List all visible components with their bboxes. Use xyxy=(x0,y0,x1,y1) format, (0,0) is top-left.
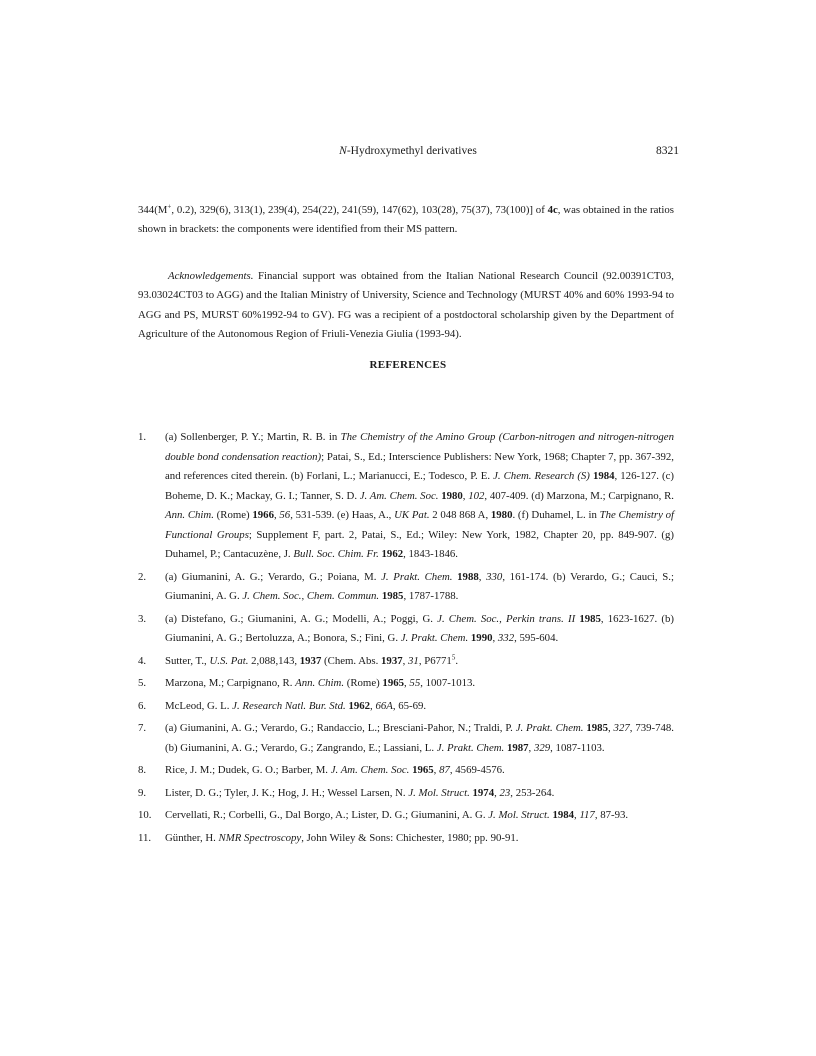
reference-number: 10. xyxy=(138,809,152,821)
italic-run: J. Mol. Struct. xyxy=(408,786,470,799)
italic-run: J. Chem. Soc., Perkin trans. II xyxy=(437,612,576,625)
text-run: 2,088,143, xyxy=(248,654,300,667)
bold-run: 1985 xyxy=(579,612,601,625)
reference-item xyxy=(138,674,674,694)
italic-run: 332 xyxy=(497,632,515,644)
text-run: , xyxy=(607,722,614,734)
text-run: , 1087-1103. xyxy=(550,741,605,754)
italic-run: Ann. Chim. xyxy=(165,509,214,521)
italic-run: Ann. Chim. xyxy=(295,677,345,689)
italic-run: J. Prakt. Chem. xyxy=(436,741,505,754)
italic-run: Bull. Soc. Chim. Fr. xyxy=(293,548,379,560)
italic-run: The Chemistry of the Amino Group (Carbon-nitrogen and nitrogen-nitrogen double bond condensation reaction) xyxy=(165,431,674,463)
running-title-italic: N xyxy=(339,145,347,157)
bold-run: 1985 xyxy=(381,590,404,602)
text-run: , 161-174. (b) Verardo, G.; Cauci, S.; Giumanini, A. G. xyxy=(165,570,674,602)
reference-item xyxy=(138,568,674,607)
italic-run: J. Am. Chem. Soc. xyxy=(330,764,410,776)
paragraph-ms-results xyxy=(138,201,674,240)
bold-run: 1987 xyxy=(506,741,529,754)
italic-run: 327 xyxy=(613,722,630,734)
text-run: , 0.2), 329(6), 313(1), 239(4), 254(22), 241(59), 147(62), 103(28), 75(37), 73(100)] of xyxy=(171,203,548,216)
bold-run: 1990 xyxy=(470,632,493,644)
italic-run: J. Prakt. Chem. xyxy=(400,632,469,644)
italic-run: 31 xyxy=(408,654,419,667)
bold-run: 1984 xyxy=(552,809,575,821)
bold-run: 1937 xyxy=(299,654,322,667)
text-run: , xyxy=(404,677,410,689)
text-run: , 739-748. (b) Giumanini, A. G.; Verardo, G.; Zangrando, E.; Lassiani, L. xyxy=(165,722,674,754)
italic-run: 87 xyxy=(439,764,450,776)
text-run: , was obtained in the ratios shown in brackets: the components were identified from their MS pattern. xyxy=(138,203,674,236)
text-run: , xyxy=(402,654,409,667)
text-run: (a) Giumanini, A. G.; Verardo, G.; Poiana, M. xyxy=(165,570,382,583)
text-run: Sutter, T., xyxy=(165,654,210,667)
reference-item xyxy=(138,719,674,758)
text-run: , xyxy=(433,764,440,776)
text-run: , 1787-1788. xyxy=(403,590,459,602)
italic-run: UK Pat. xyxy=(394,509,430,521)
superscript: 5 xyxy=(451,652,456,661)
bold-run: 1962 xyxy=(348,699,371,712)
italic-run: 330 xyxy=(486,570,503,583)
running-title xyxy=(0,145,816,157)
running-title-rest: -Hydroxymethyl derivatives xyxy=(346,145,477,157)
reference-number: 4. xyxy=(138,654,147,667)
reference-number: 6. xyxy=(138,699,147,712)
page-number: 8321 xyxy=(656,145,679,157)
text-run: , xyxy=(494,786,500,799)
italic-run: 56 xyxy=(279,509,291,521)
reference-number: 1. xyxy=(138,431,147,443)
text-run: , 531-539. (e) Haas, A., xyxy=(290,509,395,521)
text-run: 344(M xyxy=(138,203,168,216)
italic-run: U.S. Pat. xyxy=(209,654,249,667)
bold-run: 1962 xyxy=(381,548,404,560)
paragraph-acknowledgements xyxy=(138,267,674,345)
reference-item xyxy=(138,652,674,672)
text-run: (Rome) xyxy=(344,677,383,689)
running-head xyxy=(0,145,816,161)
reference-item xyxy=(138,610,674,649)
text-run: (a) Giumanini, A. G.; Verardo, G.; Randaccio, L.; Bresciani-Pahor, N.; Traldi, P. xyxy=(165,722,516,734)
italic-run: 66A xyxy=(375,699,393,712)
bold-run: 1965 xyxy=(412,764,434,776)
text-run: Marzona, M.; Carpignano, R. xyxy=(165,677,296,689)
text-run: ; Patai, S., Ed.; Interscience Publishers: New York, 1968; Chapter 7, pp. 367-392, and references cited therein. (b) Forlani, L.; Marianucci, E.; Todesco, P. E. xyxy=(165,450,674,482)
references-heading: REFERENCES xyxy=(369,359,447,371)
text-run: , 253-264. xyxy=(510,786,555,799)
text-run: , xyxy=(528,741,534,754)
text-run: McLeod, G. L. xyxy=(165,699,233,712)
bold-run: 4c xyxy=(547,203,558,216)
text-run: 2 048 868 A, xyxy=(429,509,491,521)
text-run: , 407-409. (d) Marzona, M.; Carpignano, R. xyxy=(484,489,675,502)
text-run: . (f) Duhamel, L. in xyxy=(512,509,600,521)
reference-number: 11. xyxy=(138,831,152,844)
text-run: . xyxy=(455,654,459,667)
bold-run: 1988 xyxy=(457,570,479,583)
text-run: , xyxy=(370,699,376,712)
reference-number: 5. xyxy=(138,677,147,689)
reference-item xyxy=(138,428,674,565)
reference-item xyxy=(138,829,674,849)
text-run: Günther, H. xyxy=(165,831,219,844)
italic-run: The Chemistry of Functional Groups xyxy=(165,509,675,541)
bold-run: 1974 xyxy=(472,786,495,799)
italic-run: 329 xyxy=(533,741,551,754)
italic-run: 55 xyxy=(409,677,421,689)
superscript: + xyxy=(167,202,172,211)
text-run: , xyxy=(492,632,498,644)
text-run: Lister, D. G.; Tyler, J. K.; Hog, J. H.; Wessel Larsen, N. xyxy=(165,786,409,799)
text-run: , 1843-1846. xyxy=(403,548,459,560)
text-run: , xyxy=(273,509,280,521)
italic-run: 23 xyxy=(499,786,511,799)
text-run: , 126-127. (c) Boheme, D. K.; Mackay, G. I.; Tanner, S. D. xyxy=(165,470,674,502)
text-run: , 87-93. xyxy=(594,809,629,821)
text-run: , xyxy=(574,809,580,821)
bold-run: 1980 xyxy=(490,509,513,521)
text-run: , 1007-1013. xyxy=(420,677,476,689)
italic-run: J. Research Natl. Bur. Std. xyxy=(232,699,346,712)
text-run: (a) Distefano, G.; Giumanini, A. G.; Modelli, A.; Poggi, G. xyxy=(165,612,438,625)
text-run: , 65-69. xyxy=(392,699,427,712)
text-run: , P6771 xyxy=(418,654,452,667)
bold-run: 1966 xyxy=(252,509,274,521)
italic-run: J. Prakt. Chem. xyxy=(515,722,584,734)
text-run: , 4569-4576. xyxy=(449,764,505,776)
italic-run: 117 xyxy=(579,809,595,821)
italic-run: J. Chem. Research (S) xyxy=(493,470,590,482)
italic-run: 102 xyxy=(468,489,485,502)
bold-run: 1965 xyxy=(382,677,405,689)
text-run: (Chem. Abs. xyxy=(321,654,382,667)
references-list xyxy=(138,428,674,851)
text-run: (Rome) xyxy=(213,509,253,521)
reference-item xyxy=(138,784,674,804)
text-run: ; Supplement F, part. 2, Patai, S., Ed.; Wiley: New York, 1982, Chapter 20, pp. 849-907. (g) Duhamel, P.; Cantacuzène, J. xyxy=(165,528,674,560)
reference-number: 3. xyxy=(138,612,147,625)
italic-run: J. Chem. Soc., Chem. Commun. xyxy=(242,590,380,602)
reference-number: 9. xyxy=(138,786,147,799)
text-run: Financial support was obtained from the Italian National Research Council (92.00391CT03, 93.03024CT03 to AGG) and the Italian Ministry of University, Science and Technology (MURST 40% and 60% 1993-94 to AGG and PS, MURST 60%1992-94 to GV). FG was a recipient of a postdoctoral scholarship given by the Department of Agriculture of the Autonomous Region of Friuli-Venezia Giulia (1993-94). xyxy=(138,269,674,341)
italic-run: NMR Spectroscopy xyxy=(218,831,302,844)
reference-item xyxy=(138,806,674,826)
italic-run: J. Mol. Struct. xyxy=(488,809,550,821)
reference-item xyxy=(138,761,674,781)
bold-run: 1980 xyxy=(441,489,463,502)
reference-number: 7. xyxy=(138,722,147,734)
italic-run: J. Am. Chem. Soc. xyxy=(359,489,439,502)
italic-run: J. Prakt. Chem. xyxy=(381,570,453,583)
reference-number: 8. xyxy=(138,764,147,776)
text-run: Cervellati, R.; Corbelli, G., Dal Borgo, A.; Lister, D. G.; Giumanini, A. G. xyxy=(165,809,489,821)
text-run: (a) Sollenberger, P. Y.; Martin, R. B. in xyxy=(165,431,341,443)
text-run: , John Wiley & Sons: Chichester, 1980; pp. 90-91. xyxy=(301,831,519,844)
reference-item xyxy=(138,697,674,717)
reference-number: 2. xyxy=(138,570,147,583)
bold-run: 1984 xyxy=(592,470,615,482)
bold-run: 1985 xyxy=(586,722,608,734)
italic-run: Acknowledgements. xyxy=(168,269,254,282)
text-run: , xyxy=(462,489,469,502)
bold-run: 1937 xyxy=(381,654,403,667)
text-run: , xyxy=(478,570,487,583)
text-run: Rice, J. M.; Dudek, G. O.; Barber, M. xyxy=(165,764,331,776)
text-run: , 595-604. xyxy=(514,632,559,644)
text-run: , 1623-1627. (b) Giumanini, A. G.; Bertoluzza, A.; Bonora, S.; Fini, G. xyxy=(165,612,675,644)
